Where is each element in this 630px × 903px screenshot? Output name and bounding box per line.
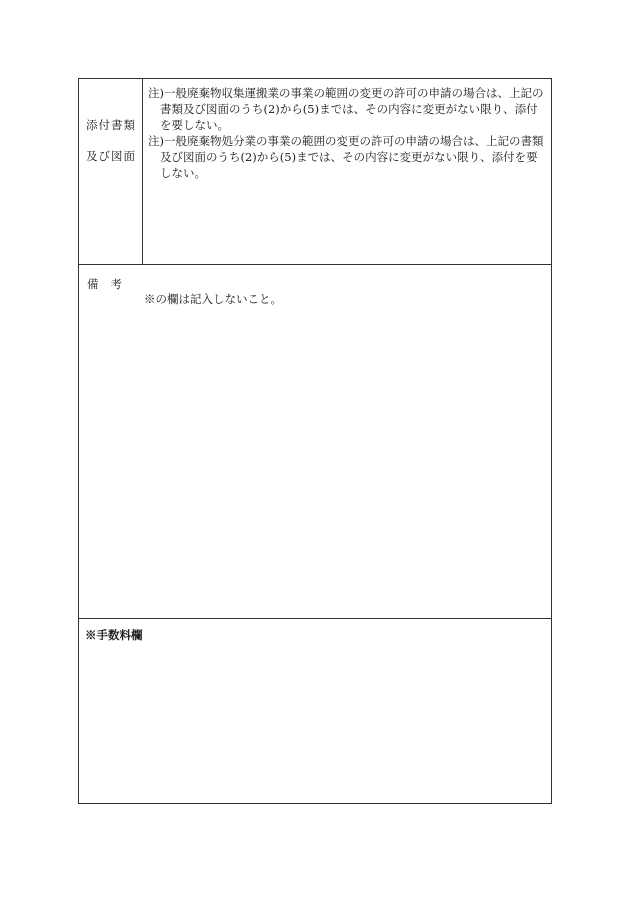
fee-heading: ※手数料欄 (85, 628, 143, 642)
attachments-label-line2: 及び図面 (86, 149, 136, 163)
attachments-row (79, 79, 551, 265)
application-form-table (78, 78, 552, 804)
disposal-note: 注)一般廃棄物処分業の事業の範囲の変更の許可の申請の場合は、上記の書類及び図面のうち(2)から(5)までは、その内容に変更がない限り、添付を要しない。 (148, 134, 544, 180)
fee-row (79, 619, 551, 805)
remarks-row (79, 265, 551, 619)
attachments-label-line1: 添付書類 (86, 118, 136, 132)
attachments-notes-cell (143, 79, 551, 264)
attachments-label-cell (79, 79, 143, 264)
remarks-note: ※の欄は記入しないこと。 (144, 292, 282, 306)
remarks-heading: 備考 (87, 277, 134, 291)
collection-transport-note: 注)一般廃棄物収集運搬業の事業の範囲の変更の許可の申請の場合は、上記の書類及び図面のうち(2)から(5)までは、その内容に変更がない限り、添付を要しない。 (148, 86, 544, 132)
